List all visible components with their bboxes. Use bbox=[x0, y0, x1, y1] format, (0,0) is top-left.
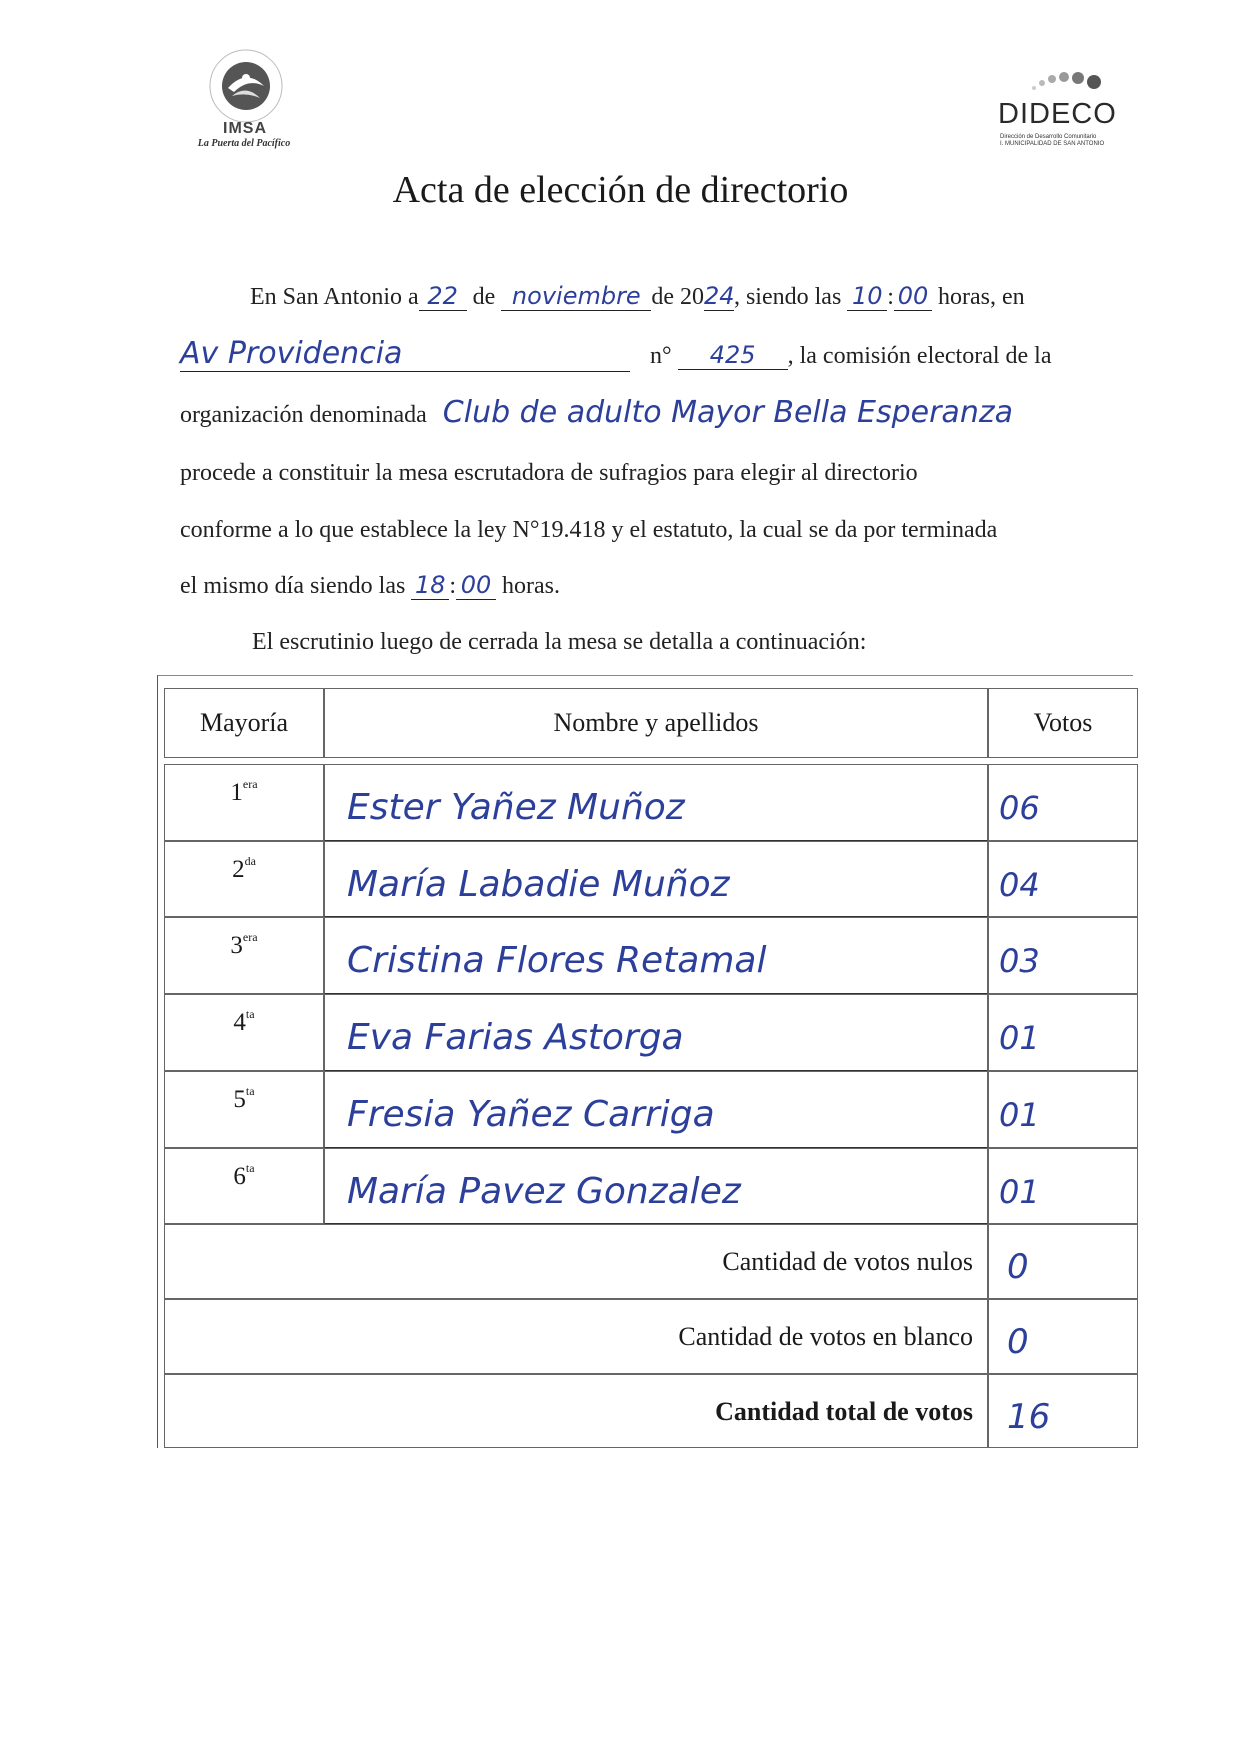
row-1-rank: $1^{era}$ bbox=[164, 764, 324, 841]
intro-line-3: organización denominada Club de adulto Mayor Bella Esperanza bbox=[180, 395, 1013, 430]
dots-logo-icon bbox=[1028, 68, 1108, 98]
intro-line-5: conforme a lo que establece la ley N°19.418 y el estatuto, la cual se da por terminada bbox=[180, 517, 998, 543]
dideco-subtitle: Dirección de Desarrollo Comunitario I. MUNICIPALIDAD DE SAN ANTONIO bbox=[1000, 134, 1105, 147]
start-hour-field: 10 bbox=[847, 282, 887, 311]
row-2-name: María Labadie Muñoz bbox=[324, 841, 988, 917]
intro-line-7: El escrutinio luego de cerrada la mesa se detalla a continuación: bbox=[252, 629, 867, 655]
dideco-name: DIDECO bbox=[998, 98, 1117, 130]
header-name: Nombre y apellidos bbox=[324, 688, 988, 758]
header-rank: Mayoría bbox=[164, 688, 324, 758]
null-votes-label: Cantidad de votos nulos bbox=[164, 1224, 988, 1299]
start-minute-field: 00 bbox=[894, 282, 932, 311]
imsa-logo bbox=[180, 48, 310, 158]
month-field: noviembre bbox=[501, 282, 651, 311]
row-2-rank: $2^{da}$ bbox=[164, 841, 324, 917]
intro-line-2: Av Providencia n° 425 , la comisión electoral de la bbox=[180, 336, 1052, 371]
row-5-rank: $5^{ta}$ bbox=[164, 1071, 324, 1148]
dideco-logo bbox=[990, 68, 1130, 158]
municipal-seal-icon bbox=[208, 48, 284, 124]
row-1-votes: 06 bbox=[988, 764, 1138, 841]
vote-table bbox=[157, 675, 1133, 1448]
organization-field: Club de adulto Mayor Bella Esperanza bbox=[442, 395, 1013, 430]
document-title: Acta de elección de directorio bbox=[392, 169, 849, 211]
row-3-votes: 03 bbox=[988, 917, 1138, 994]
blank-votes-label: Cantidad de votos en blanco bbox=[164, 1299, 988, 1374]
intro-line-6: el mismo día siendo las 18 : 00 horas. bbox=[180, 571, 560, 599]
blank-votes-value: 0 bbox=[988, 1299, 1138, 1374]
row-4-rank: $4^{ta}$ bbox=[164, 994, 324, 1071]
street-number-field: 425 bbox=[678, 341, 788, 370]
end-minute-field: 00 bbox=[456, 571, 496, 600]
header-votes: Votos bbox=[988, 688, 1138, 758]
intro-line-1: En San Antonio a 22 de noviembre de 2024, siendo las 10 : 00 horas, en bbox=[250, 282, 1025, 310]
end-hour-field: 18 bbox=[411, 571, 449, 600]
row-6-rank: $6^{ta}$ bbox=[164, 1148, 324, 1224]
day-field: 22 bbox=[419, 282, 467, 311]
row-4-votes: 01 bbox=[988, 994, 1138, 1071]
row-5-name: Fresia Yañez Carriga bbox=[324, 1071, 988, 1148]
imsa-motto: La Puerta del Pacífico bbox=[197, 138, 291, 149]
year-field: 24 bbox=[703, 282, 735, 310]
row-5-votes: 01 bbox=[988, 1071, 1138, 1148]
row-6-votes: 01 bbox=[988, 1148, 1138, 1224]
address-field: Av Providencia bbox=[180, 336, 630, 372]
null-votes-value: 0 bbox=[988, 1224, 1138, 1299]
row-6-name: María Pavez Gonzalez bbox=[324, 1148, 988, 1224]
imsa-name: IMSA bbox=[223, 120, 267, 137]
row-1-name: Ester Yañez Muñoz bbox=[324, 764, 988, 841]
total-votes-label: Cantidad total de votos bbox=[164, 1374, 988, 1448]
row-3-name: Cristina Flores Retamal bbox=[324, 917, 988, 994]
intro-line-4: procede a constituir la mesa escrutadora de sufragios para elegir al directorio bbox=[180, 460, 918, 486]
row-4-name: Eva Farias Astorga bbox=[324, 994, 988, 1071]
row-2-votes: 04 bbox=[988, 841, 1138, 917]
total-votes-value: 16 bbox=[988, 1374, 1138, 1448]
row-3-rank: $3^{era}$ bbox=[164, 917, 324, 994]
